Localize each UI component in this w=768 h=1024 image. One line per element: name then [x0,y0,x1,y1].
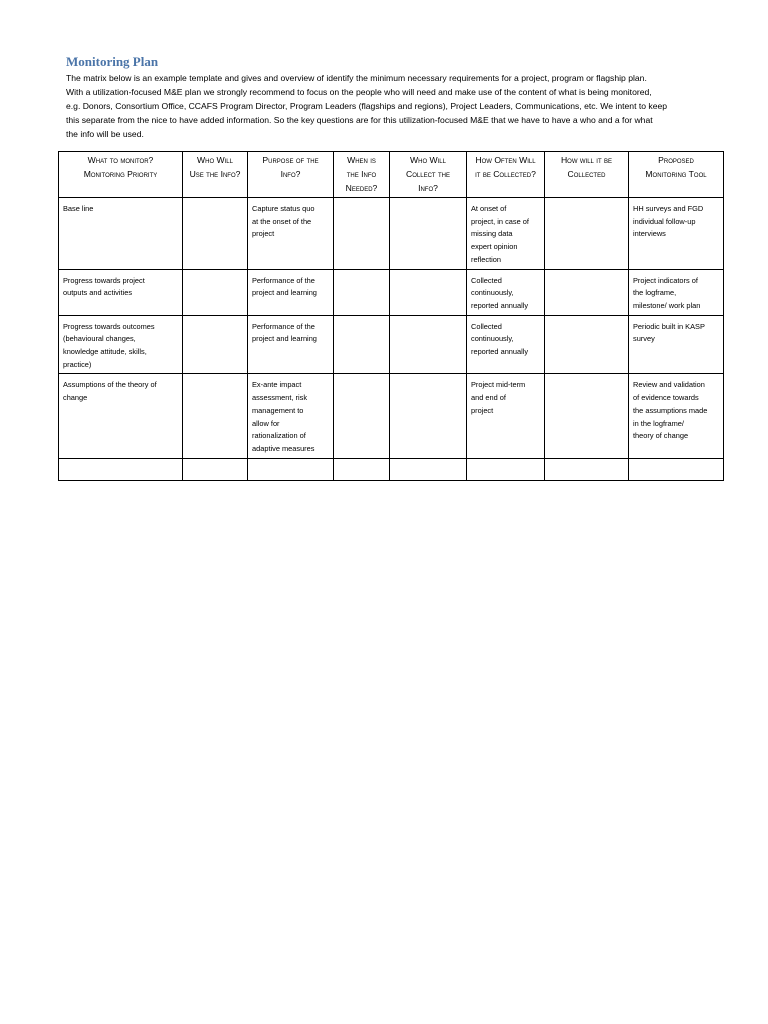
cell-text-line: reflection [471,254,501,264]
table-cell [390,374,467,458]
cell-text-line: Collected [471,275,502,285]
header-text-line: the Info [346,169,377,179]
table-cell [59,374,183,458]
header-text-line: Collect the [406,169,450,179]
cell-text-line: in the logframe/ [633,418,684,428]
table-cell [545,315,629,374]
header-how-collected [545,152,629,198]
cell-text-line: the assumptions made [633,405,708,415]
cell-text-line: Ex-ante impact [252,380,302,390]
table-cell [545,458,629,480]
table-cell [545,198,629,270]
table-cell [545,269,629,315]
cell-text-line: of evidence towards [633,393,699,403]
cell-text-line: Project mid-term [471,380,526,390]
header-text-line: Proposed [658,155,694,165]
table-cell [59,458,183,480]
header-text-line: Info? [418,183,438,193]
cell-text-line: Collected [471,321,502,331]
header-text-line: Who Will [197,155,233,165]
cell-text-line: (behavioural changes, [63,334,136,344]
cell-text-line: Review and validation [633,380,705,390]
cell-text-line: rationalization of [252,431,306,441]
cell-text-line: management to [252,405,304,415]
table-header-row [59,152,724,198]
cell-text-line: At onset of [471,204,507,213]
cell-text-line: at the onset of the [252,216,312,226]
table-cell [59,315,183,374]
header-text-line: How Often Will [475,155,536,165]
header-text-line: When is [347,155,376,165]
table-cell [629,458,724,480]
header-text-line: Needed? [345,183,378,193]
table-cell [390,198,467,270]
table-cell [467,374,545,458]
header-text-line: Info? [280,169,301,179]
table-cell [183,198,248,270]
cell-text-line: outputs and activities [63,288,133,298]
cell-text-line: HH surveys and FGD [633,204,704,213]
cell-text-line: Progress towards outcomes [63,321,155,331]
cell-text-line: milestone/ work plan [633,300,701,310]
header-text-line: Collected [567,169,606,179]
cell-text-line: Assumptions of the theory of [63,380,157,390]
cell-text-line: Project indicators of [633,275,698,285]
table-cell [390,458,467,480]
cell-text-line: expert opinion [471,242,518,252]
cell-text-line: individual follow-up [633,216,696,226]
table-cell [248,315,334,374]
table-body [59,198,724,481]
table-cell [334,269,390,315]
table-cell [183,315,248,374]
header-purpose [248,152,334,198]
cell-text-line: assessment, risk [252,393,308,403]
table-row [59,269,724,315]
table-cell [183,374,248,458]
monitoring-matrix-table [58,151,724,481]
table-cell [629,315,724,374]
intro-line: With a utilization-focused M&E plan we strongly recommend to focus on the people who will need and make use of the content of what is being monitored, [66,87,652,97]
cell-text-line: and end of [471,393,506,403]
cell-text-line: survey [633,334,655,344]
header-text-line: How will it be [560,155,613,165]
header-who-will-collect [390,152,467,198]
table-row [59,315,724,374]
cell-text-line: reported annually [471,347,529,357]
table-cell [248,458,334,480]
cell-text-line: project and learning [252,334,317,344]
table-cell [467,315,545,374]
cell-text-line: Base line [63,204,94,213]
intro-line: The matrix below is an example template and gives and overview of identify the minimum necessary requirements for a project, program or flagship plan. [66,73,647,83]
cell-text-line: Capture status quo [252,204,315,213]
table-cell [334,458,390,480]
cell-text-line: continuously, [471,288,514,298]
cell-text-line: Performance of the [252,321,315,331]
cell-text-line: project [252,229,275,239]
cell-text-line: continuously, [471,334,514,344]
header-text-line: Who Will [410,155,446,165]
cell-text-line: missing data [471,229,513,239]
table-cell [390,315,467,374]
table-cell [248,269,334,315]
table-cell [467,198,545,270]
table-cell [629,374,724,458]
header-who-will-use [183,152,248,198]
cell-text-line: project and learning [252,288,317,298]
table-row [59,198,724,270]
cell-text-line: Performance of the [252,275,315,285]
page-title: Monitoring Plan [66,54,159,69]
table-cell [248,198,334,270]
cell-text-line: Progress towards project [63,275,145,285]
table-cell [183,458,248,480]
table-cell [545,374,629,458]
intro-line: this separate from the nice to have added information. So the key questions are for this utilization-focused M&E that we have to have a who and a for what [66,115,653,125]
header-what-to-monitor [59,152,183,198]
cell-text-line: allow for [252,418,280,428]
header-text-line: Monitoring Priority [83,169,158,179]
cell-text-line: change [63,393,88,403]
table-cell [248,374,334,458]
cell-text-line: theory of change [633,431,689,441]
header-how-often [467,152,545,198]
cell-text-line: interviews [633,229,666,239]
cell-text-line: knowledge attitude, skills, [63,347,147,357]
table-cell [183,269,248,315]
header-text-line: Purpose of the [262,155,319,165]
table-cell [334,374,390,458]
cell-text-line: project [471,405,494,415]
table-cell [629,269,724,315]
table-cell [467,458,545,480]
table-cell [390,269,467,315]
cell-text-line: Periodic built in KASP [633,321,705,331]
table-cell [59,198,183,270]
intro-paragraph [66,71,716,141]
header-text-line: Use the Info? [189,169,241,179]
cell-text-line: adaptive measures [252,443,315,453]
intro-line: the info will be used. [66,129,144,139]
intro-line: e.g. Donors, Consortium Office, CCAFS Program Director, Program Leaders (flagships and regions), Project Leaders, Communications, etc. We intent to keep [66,101,668,111]
cell-text-line: practice) [63,359,92,369]
header-when-needed [334,152,390,198]
table-row [59,458,724,480]
header-monitoring-tool [629,152,724,198]
header-text-line: it be Collected? [475,169,536,179]
cell-text-line: the logframe, [633,288,677,298]
table-cell [334,315,390,374]
cell-text-line: project, in case of [471,216,529,226]
header-text-line: What to monitor? [87,155,154,165]
table-cell [467,269,545,315]
table-cell [629,198,724,270]
table-cell [334,198,390,270]
header-text-line: Monitoring Tool [645,169,707,179]
table-row [59,374,724,458]
table-cell [59,269,183,315]
cell-text-line: reported annually [471,300,529,310]
